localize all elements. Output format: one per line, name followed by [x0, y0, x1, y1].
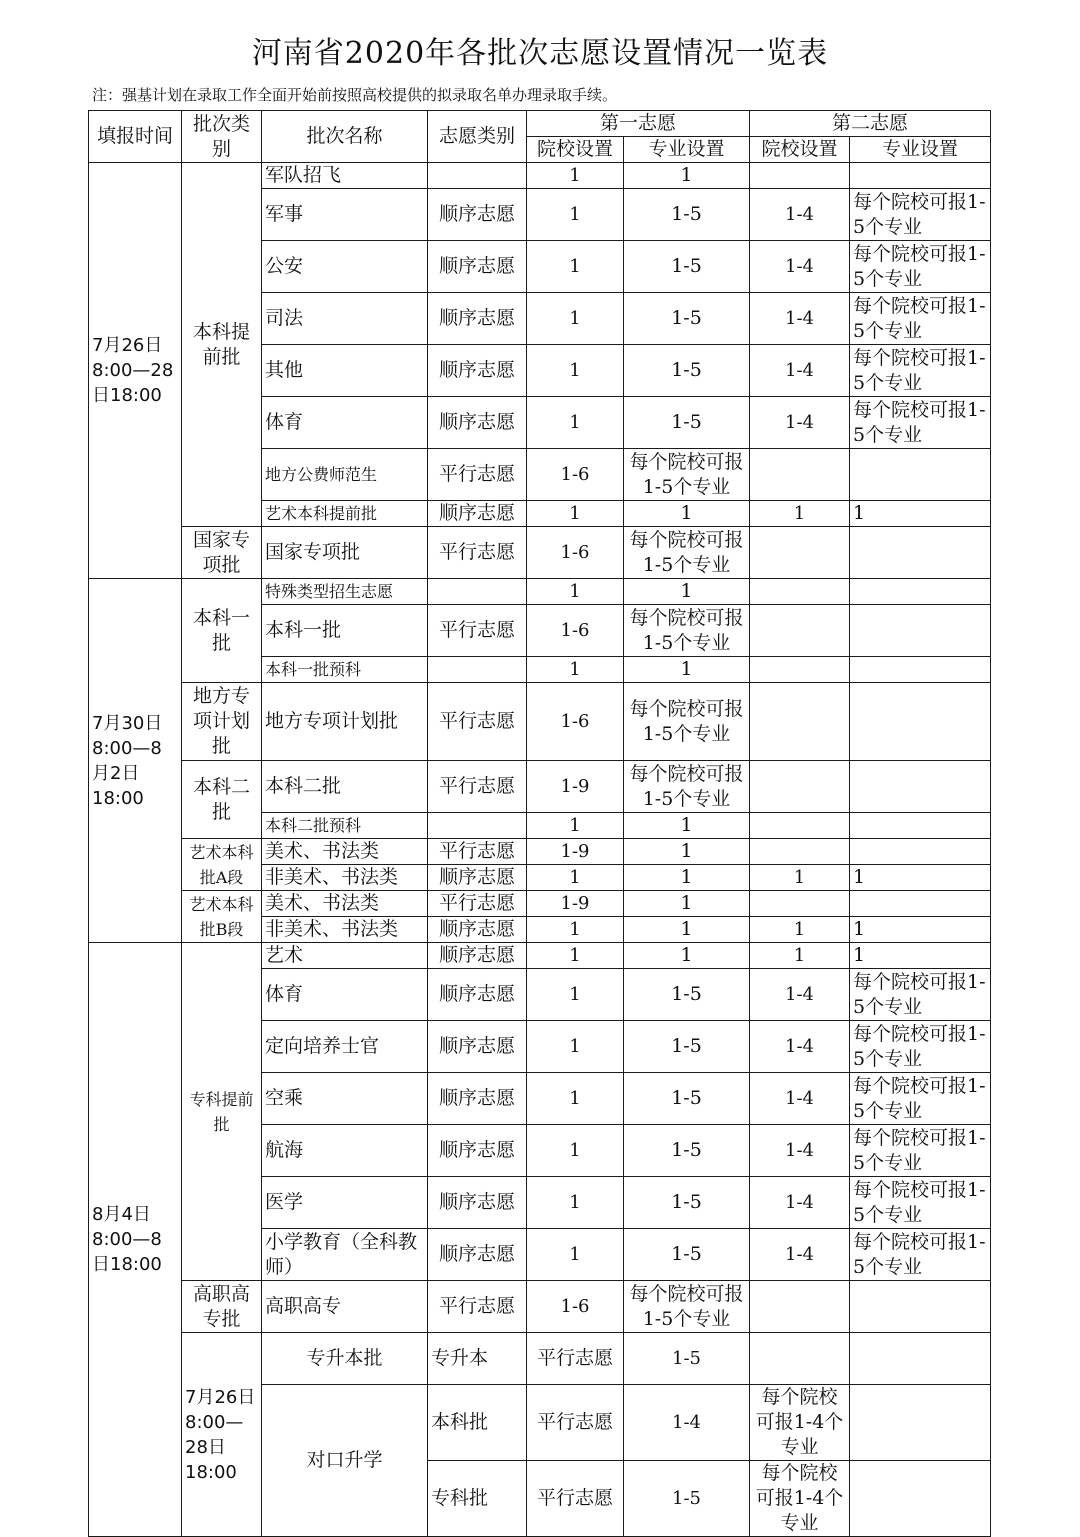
first-major-cell: 1	[624, 579, 750, 605]
first-school-cell: 1	[527, 241, 624, 293]
first-school-cell: 1	[527, 1177, 624, 1229]
first-school-cell: 1-6	[527, 683, 624, 761]
second-major-cell: 每个院校可报1-5个专业	[850, 241, 991, 293]
first-major-cell: 1	[624, 839, 750, 865]
second-school-cell	[850, 1385, 991, 1461]
batch-name-cell: 特殊类型招生志愿	[262, 579, 428, 605]
first-school-cell: 1	[527, 579, 624, 605]
second-school-cell: 1-4	[750, 397, 850, 449]
first-major-cell: 1-5	[624, 1229, 750, 1281]
second-major-cell: 每个院校可报1-5个专业	[850, 293, 991, 345]
table-row	[89, 1281, 991, 1333]
first-major-cell: 每个院校可报1-5个专业	[624, 449, 750, 501]
first-school-cell: 1-5	[624, 1333, 750, 1385]
second-school-cell: 1	[750, 865, 850, 891]
table-row	[89, 527, 991, 579]
first-major-cell: 1	[624, 917, 750, 943]
second-major-cell: 1	[850, 917, 991, 943]
second-school-cell: 1-4	[750, 1021, 850, 1073]
wish-type-cell: 平行志愿	[428, 891, 527, 917]
first-major-cell: 每个院校可报1-5个专业	[624, 527, 750, 579]
header-school-setting-1: 院校设置	[527, 137, 624, 163]
batch-name-cell: 航海	[262, 1125, 428, 1177]
batch-name-cell: 定向培养士官	[262, 1021, 428, 1073]
header-major-setting-1: 专业设置	[624, 137, 750, 163]
batch-name-cell: 医学	[262, 1177, 428, 1229]
batch-name-cell: 地方公费师范生	[262, 449, 428, 501]
batch-name-cell: 非美术、书法类	[262, 917, 428, 943]
wish-type-cell: 顺序志愿	[428, 189, 527, 241]
second-school-cell: 1-4	[750, 189, 850, 241]
batch-name-cell: 体育	[262, 397, 428, 449]
second-school-cell	[750, 761, 850, 813]
second-school-cell: 1	[750, 501, 850, 527]
batch-name-cell: 小学教育（全科教师）	[262, 1229, 428, 1281]
wish-type-cell: 平行志愿	[428, 839, 527, 865]
first-major-cell: 1-5	[624, 397, 750, 449]
second-school-cell	[750, 683, 850, 761]
second-school-cell	[750, 527, 850, 579]
second-major-cell	[850, 579, 991, 605]
wish-type-cell: 顺序志愿	[428, 293, 527, 345]
second-major-cell: 每个院校可报1-5个专业	[850, 345, 991, 397]
first-major-cell: 1	[624, 657, 750, 683]
second-major-cell	[850, 163, 991, 189]
first-major-cell: 1	[624, 813, 750, 839]
batch-type-cell: 专科提前批	[182, 943, 262, 1281]
second-school-cell	[750, 813, 850, 839]
batch-name-cell: 其他	[262, 345, 428, 397]
wish-type-cell	[428, 163, 527, 189]
second-school-cell: 1-4	[750, 1229, 850, 1281]
batch-type-cell: 艺术本科批A段	[182, 839, 262, 891]
batch-type-cell: 本科提前批	[182, 163, 262, 527]
first-school-cell: 1	[527, 865, 624, 891]
wish-type-cell: 顺序志愿	[428, 1177, 527, 1229]
first-major-cell: 1-5	[624, 1125, 750, 1177]
batch-name-cell: 体育	[262, 969, 428, 1021]
batch-name-cell: 本科二批	[262, 761, 428, 813]
batch-name-cell: 艺术本科提前批	[262, 501, 428, 527]
header-second-wish: 第二志愿	[750, 111, 991, 137]
first-school-cell: 1	[527, 969, 624, 1021]
wish-type-cell: 顺序志愿	[428, 241, 527, 293]
second-major-cell: 1	[850, 865, 991, 891]
wish-type-cell: 顺序志愿	[428, 1073, 527, 1125]
second-major-cell	[850, 839, 991, 865]
batch-name-cell: 本科一批	[262, 605, 428, 657]
batch-type-cell: 本科一批	[182, 579, 262, 683]
batch-name-cell: 本科二批预科	[262, 813, 428, 839]
second-major-cell: 每个院校可报1-5个专业	[850, 969, 991, 1021]
first-school-cell: 1	[527, 163, 624, 189]
wish-type-cell: 平行志愿	[428, 761, 527, 813]
first-major-cell: 每个院校可报1-5个专业	[624, 683, 750, 761]
batch-name-cell: 司法	[262, 293, 428, 345]
second-school-cell: 1	[750, 917, 850, 943]
first-school-cell: 1	[527, 1229, 624, 1281]
first-major-cell: 1-5	[624, 1021, 750, 1073]
first-school-cell: 1	[527, 1021, 624, 1073]
second-major-cell: 每个院校可报1-5个专业	[850, 1021, 991, 1073]
batch-type-cell: 高职高专批	[182, 1281, 262, 1333]
second-major-cell	[850, 891, 991, 917]
second-major-cell	[850, 1281, 991, 1333]
header-fill-time: 填报时间	[89, 111, 182, 163]
first-major-cell: 1-5	[624, 345, 750, 397]
table-row	[89, 683, 991, 761]
second-major-cell: 每个院校可报1-5个专业	[850, 1229, 991, 1281]
batch-type-cell: 对口升学	[262, 1385, 428, 1537]
first-school-cell: 1-6	[527, 527, 624, 579]
first-major-cell: 每个院校可报1-5个专业	[624, 1281, 750, 1333]
second-major-cell	[850, 605, 991, 657]
second-school-cell	[750, 891, 850, 917]
second-school-cell	[750, 839, 850, 865]
first-major-cell: 1	[624, 943, 750, 969]
header-major-setting-2: 专业设置	[850, 137, 991, 163]
wish-type-cell	[428, 657, 527, 683]
second-school-cell: 1-4	[750, 345, 850, 397]
note-text: 注：强基计划在录取工作全面开始前按照高校提供的拟录取名单办理录取手续。	[92, 86, 618, 104]
fill-time-cell: 8月4日 8:00—8日18:00	[89, 943, 182, 1537]
second-major-cell	[850, 449, 991, 501]
first-school-cell: 1	[527, 813, 624, 839]
header-batch-type: 批次类别	[182, 111, 262, 163]
second-school-cell: 1-4	[750, 1177, 850, 1229]
wish-type-cell: 顺序志愿	[428, 345, 527, 397]
second-major-cell: 每个院校可报1-5个专业	[850, 1073, 991, 1125]
first-major-cell: 1-5	[624, 1177, 750, 1229]
first-school-cell: 1	[527, 917, 624, 943]
wish-type-cell: 顺序志愿	[428, 969, 527, 1021]
fill-time-cell: 7月30日 8:00—8月2日 18:00	[89, 579, 182, 943]
second-school-cell	[750, 605, 850, 657]
batch-name-cell: 非美术、书法类	[262, 865, 428, 891]
table-row	[89, 761, 991, 813]
batch-name-cell: 本科批	[428, 1385, 527, 1461]
wish-type-cell	[428, 813, 527, 839]
second-school-cell	[750, 449, 850, 501]
table-row	[89, 1333, 991, 1385]
wish-type-cell: 顺序志愿	[428, 1125, 527, 1177]
wish-type-cell: 顺序志愿	[428, 1021, 527, 1073]
first-school-cell: 1	[527, 943, 624, 969]
wish-type-cell: 平行志愿	[527, 1385, 624, 1461]
first-major-cell: 每个院校可报1-4个专业	[750, 1385, 850, 1461]
batch-type-cell: 地方专项计划批	[182, 683, 262, 761]
wish-type-cell: 平行志愿	[428, 527, 527, 579]
first-school-cell: 1	[527, 293, 624, 345]
batch-type-cell: 艺术本科批B段	[182, 891, 262, 943]
first-major-cell: 每个院校可报1-5个专业	[624, 761, 750, 813]
second-school-cell: 1-4	[750, 1073, 850, 1125]
wish-type-cell: 平行志愿	[527, 1333, 624, 1385]
batch-name-cell: 艺术	[262, 943, 428, 969]
header-school-setting-2: 院校设置	[750, 137, 850, 163]
first-school-cell: 1-9	[527, 761, 624, 813]
wish-type-cell: 顺序志愿	[428, 917, 527, 943]
first-school-cell: 1-6	[527, 1281, 624, 1333]
header-wish-type: 志愿类别	[428, 111, 527, 163]
first-major-cell: 1-5	[624, 189, 750, 241]
first-major-cell: 1-5	[624, 1073, 750, 1125]
table-row	[89, 891, 991, 917]
second-school-cell: 1	[750, 943, 850, 969]
wish-type-cell	[428, 579, 527, 605]
first-major-cell: 每个院校可报1-5个专业	[624, 605, 750, 657]
first-major-cell: 每个院校可报1-4个专业	[750, 1461, 850, 1537]
first-school-cell: 1-4	[624, 1385, 750, 1461]
first-school-cell: 1	[527, 501, 624, 527]
batch-type-cell: 本科二批	[182, 761, 262, 839]
batch-table	[88, 110, 991, 1537]
wish-type-cell: 顺序志愿	[428, 865, 527, 891]
wish-type-cell: 平行志愿	[428, 605, 527, 657]
header-first-wish: 第一志愿	[527, 111, 750, 137]
first-school-cell: 1	[527, 1125, 624, 1177]
first-major-cell: 1	[624, 501, 750, 527]
wish-type-cell: 顺序志愿	[428, 501, 527, 527]
fill-time-cell: 7月26日 8:00—28日18:00	[89, 163, 182, 579]
batch-name-cell: 美术、书法类	[262, 891, 428, 917]
first-school-cell: 1	[527, 345, 624, 397]
page-title: 河南省2020年各批次志愿设置情况一览表	[251, 36, 829, 71]
second-school-cell: 1-4	[750, 241, 850, 293]
wish-type-cell: 顺序志愿	[428, 943, 527, 969]
second-school-cell: 1-4	[750, 969, 850, 1021]
second-major-cell: 1	[850, 501, 991, 527]
header-batch-name: 批次名称	[262, 111, 428, 163]
second-school-cell	[850, 1461, 991, 1537]
batch-name-cell: 本科一批预科	[262, 657, 428, 683]
second-major-cell: 每个院校可报1-5个专业	[850, 1125, 991, 1177]
first-major-cell: 1	[624, 891, 750, 917]
batch-name-cell: 美术、书法类	[262, 839, 428, 865]
first-school-cell: 1-6	[527, 449, 624, 501]
wish-type-cell: 顺序志愿	[428, 397, 527, 449]
wish-type-cell: 平行志愿	[428, 1281, 527, 1333]
batch-type-cell: 专升本批	[262, 1333, 428, 1385]
second-major-cell	[850, 813, 991, 839]
first-major-cell: 1-5	[624, 293, 750, 345]
batch-name-cell: 地方专项计划批	[262, 683, 428, 761]
batch-name-cell: 军队招飞	[262, 163, 428, 189]
table-row	[89, 579, 991, 605]
second-school-cell	[750, 163, 850, 189]
second-major-cell: 1	[850, 943, 991, 969]
second-school-cell: 1-4	[750, 1125, 850, 1177]
batch-name-cell: 专升本	[428, 1333, 527, 1385]
first-major-cell: 1	[624, 163, 750, 189]
fill-time-cell: 7月26日 8:00—28日18:00	[182, 1333, 262, 1537]
second-school-cell	[750, 1281, 850, 1333]
first-school-cell: 1	[527, 1073, 624, 1125]
wish-type-cell: 顺序志愿	[428, 1229, 527, 1281]
second-school-cell	[750, 579, 850, 605]
batch-name-cell: 空乘	[262, 1073, 428, 1125]
first-major-cell	[750, 1333, 850, 1385]
batch-name-cell: 专科批	[428, 1461, 527, 1537]
first-school-cell: 1	[527, 189, 624, 241]
first-school-cell: 1-9	[527, 839, 624, 865]
first-school-cell: 1-5	[624, 1461, 750, 1537]
second-school-cell: 1-4	[750, 293, 850, 345]
batch-name-cell: 军事	[262, 189, 428, 241]
table-row	[89, 163, 991, 189]
second-major-cell: 每个院校可报1-5个专业	[850, 397, 991, 449]
table-row	[89, 839, 991, 865]
first-major-cell: 1-5	[624, 241, 750, 293]
second-major-cell: 每个院校可报1-5个专业	[850, 1177, 991, 1229]
batch-name-cell: 高职高专	[262, 1281, 428, 1333]
wish-type-cell: 平行志愿	[527, 1461, 624, 1537]
batch-name-cell: 公安	[262, 241, 428, 293]
second-major-cell	[850, 761, 991, 813]
first-school-cell: 1	[527, 397, 624, 449]
batch-type-cell: 国家专项批	[182, 527, 262, 579]
second-major-cell	[850, 527, 991, 579]
wish-type-cell: 平行志愿	[428, 683, 527, 761]
first-major-cell: 1	[624, 865, 750, 891]
first-school-cell: 1-6	[527, 605, 624, 657]
first-school-cell: 1-9	[527, 891, 624, 917]
wish-type-cell: 平行志愿	[428, 449, 527, 501]
second-school-cell	[850, 1333, 991, 1385]
batch-name-cell: 国家专项批	[262, 527, 428, 579]
table-row	[89, 943, 991, 969]
first-major-cell: 1-5	[624, 969, 750, 1021]
second-major-cell: 每个院校可报1-5个专业	[850, 189, 991, 241]
second-major-cell	[850, 683, 991, 761]
second-school-cell	[750, 657, 850, 683]
second-major-cell	[850, 657, 991, 683]
first-school-cell: 1	[527, 657, 624, 683]
